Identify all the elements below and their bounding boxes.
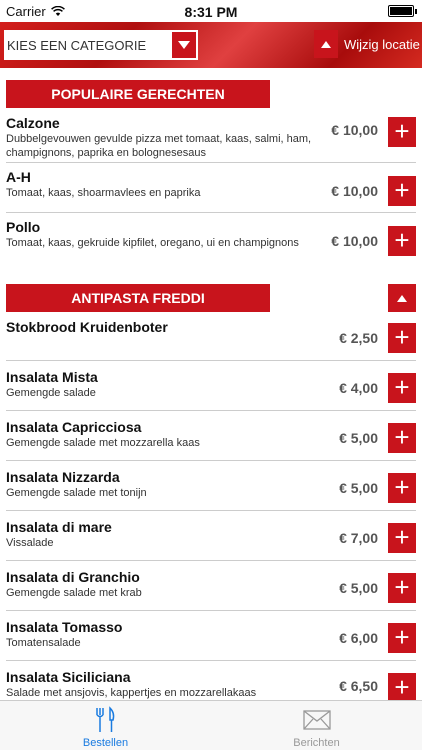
triangle-up-icon [321,41,331,48]
section-header-populaire: POPULAIRE GERECHTEN [6,80,270,108]
add-item-button[interactable]: + [388,117,416,147]
item-name: A-H [6,169,31,185]
battery-icon [388,5,414,17]
add-item-button[interactable]: + [388,573,416,603]
item-name: Insalata di mare [6,519,112,535]
item-description: Vissalade [6,537,54,549]
divider [6,610,416,611]
menu-item [0,112,422,162]
item-description: Salade met ansjovis, kappertjes en mozzarellakaas [6,687,257,699]
menu-item [0,316,422,366]
item-description: Gemengde salade [6,387,96,399]
envelope-icon [303,710,331,732]
item-price: € 10,00 [331,183,378,199]
triangle-up-icon [397,295,407,302]
item-description: Gemengde salade met tonijn [6,487,147,499]
item-description: Tomaat, kaas, gekruide kipfilet, oregano, ui en champignons [6,237,299,249]
divider [6,360,416,361]
status-time: 8:31 PM [184,4,238,20]
item-name: Insalata Nizzarda [6,469,120,485]
item-description: Tomatensalade [6,637,81,649]
menu-item [0,416,422,466]
item-price: € 4,00 [339,380,378,396]
header [0,22,422,68]
tab-berichten[interactable] [211,701,422,750]
menu-list[interactable] [0,68,422,700]
tab-bestellen-label: Bestellen [82,737,129,749]
item-description: Gemengde salade met krab [6,587,142,599]
divider [6,660,416,661]
menu-item [0,166,422,216]
menu-item [0,566,422,616]
divider [6,162,416,163]
tab-berichten-label: Berichten [293,737,340,749]
tab-bestellen[interactable] [0,701,211,750]
triangle-down-icon [178,41,190,49]
item-price: € 6,00 [339,630,378,646]
item-description: Gemengde salade met mozzarella kaas [6,437,200,449]
item-price: € 10,00 [331,233,378,249]
menu-item [0,366,422,416]
change-location-label[interactable]: Wijzig locatie [344,37,420,52]
add-item-button[interactable]: + [388,623,416,653]
add-item-button[interactable]: + [388,473,416,503]
divider [6,212,416,213]
item-price: € 5,00 [339,430,378,446]
status-bar [0,0,422,22]
item-price: € 7,00 [339,530,378,546]
divider [6,560,416,561]
add-item-button[interactable]: + [388,226,416,256]
item-name: Insalata Capricciosa [6,419,142,435]
item-description: Dubbelgevouwen gevulde pizza met tomaat, kaas, salmi, ham, champignons, paprika en bolognesesaus [6,133,312,159]
section-header-antipasta: ANTIPASTA FREDDI [6,284,270,312]
category-dropdown-button[interactable] [172,32,196,58]
carrier-label: Carrier [6,4,46,19]
item-name: Calzone [6,115,60,131]
add-item-button[interactable]: + [388,423,416,453]
divider [6,460,416,461]
item-price: € 10,00 [331,122,378,138]
add-item-button[interactable]: + [388,176,416,206]
item-price: € 2,50 [339,330,378,346]
item-price: € 5,00 [339,480,378,496]
divider [6,510,416,511]
item-name: Pollo [6,219,41,235]
tab-bar [0,700,422,750]
add-item-button[interactable]: + [388,373,416,403]
cutlery-icon [92,706,118,734]
item-name: Insalata di Granchio [6,569,140,585]
item-name: Insalata Mista [6,369,98,385]
change-location-button[interactable] [314,30,338,58]
item-price: € 5,00 [339,580,378,596]
category-select[interactable] [4,30,198,60]
collapse-section-button[interactable] [388,284,416,312]
add-item-button[interactable]: + [388,523,416,553]
category-select-label: KIES EEN CATEGORIE [7,37,147,53]
item-name: Insalata Siciliciana [6,669,131,685]
item-description: Tomaat, kaas, shoarmavlees en paprika [6,187,201,199]
divider [6,410,416,411]
menu-item [0,666,422,700]
item-name: Insalata Tomasso [6,619,123,635]
menu-item [0,516,422,566]
menu-item [0,616,422,666]
item-name: Stokbrood Kruidenboter [6,319,168,335]
menu-item [0,216,422,266]
menu-item [0,466,422,516]
add-item-button[interactable]: + [388,673,416,700]
item-price: € 6,50 [339,678,378,694]
add-item-button[interactable]: + [388,323,416,353]
